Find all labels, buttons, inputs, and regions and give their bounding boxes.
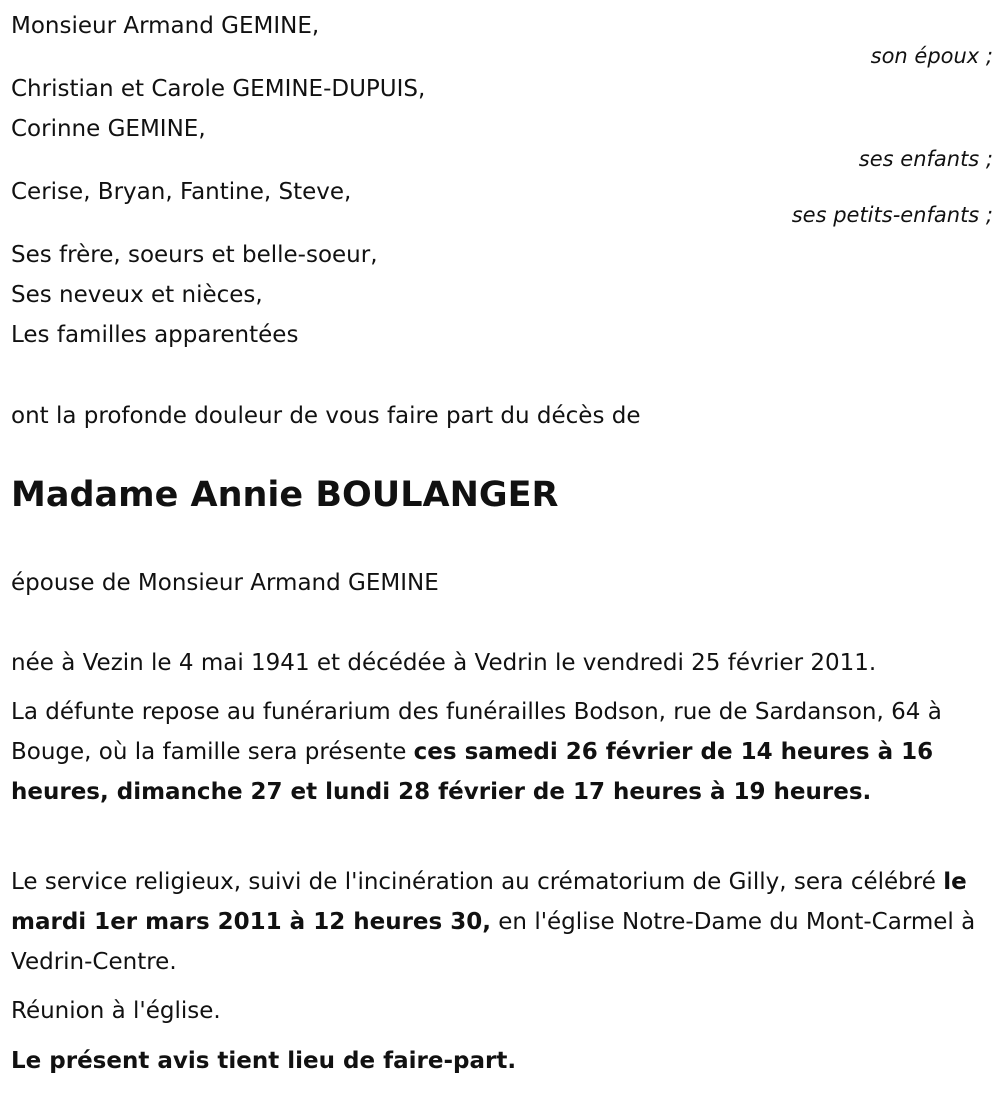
visitation-text: La défunte repose au funérarium des funérailles Bodson, rue de Sardanson, 64 à Bouge, où la famille sera présente	[11, 699, 942, 765]
relatives-line: Ses neveux et nièces,	[11, 282, 263, 308]
visitation-paragraph	[11, 692, 986, 812]
service-text: Le service religieux, suivi de l'incinération au crématorium de Gilly, sera célébré	[11, 869, 936, 895]
relatives-block	[11, 235, 991, 355]
grandchildren-role: ses petits-enfants ;	[791, 203, 993, 227]
spouse-name: Monsieur Armand GEMINE,	[11, 13, 320, 39]
child-line: Christian et Carole GEMINE-DUPUIS,	[11, 76, 426, 102]
relatives-line: Les familles apparentées	[11, 322, 299, 348]
visitation-times: ces samedi 26 février de 14 heures à 16 heures, dimanche 27 et lundi 28 février de 17 heures à 19 heures.	[11, 739, 934, 805]
child-line: Corinne GEMINE,	[11, 116, 206, 142]
relatives-line: Ses frère, soeurs et belle-soeur,	[11, 242, 378, 268]
children-role: ses enfants ;	[858, 147, 993, 171]
meeting-line: Réunion à l'église.	[11, 998, 221, 1024]
service-datetime: le mardi 1er mars 2011 à 12 heures 30,	[11, 869, 967, 935]
birth-death-line: née à Vezin le 4 mai 1941 et décédée à Vedrin le vendredi 25 février 2011.	[11, 650, 877, 676]
grandchildren-names: Cerise, Bryan, Fantine, Steve,	[11, 179, 352, 205]
notice-line: Le présent avis tient lieu de faire-part.	[11, 1048, 517, 1074]
grandchildren-block	[11, 172, 991, 227]
spouse-block	[11, 6, 991, 68]
deceased-name: Madame Annie BOULANGER	[11, 475, 559, 515]
service-paragraph	[11, 862, 996, 982]
spouse-role: son époux ;	[870, 44, 993, 68]
spouse-of-line: épouse de Monsieur Armand GEMINE	[11, 570, 439, 596]
children-block	[11, 69, 991, 171]
service-location: en l'église Notre-Dame du Mont-Carmel à Vedrin-Centre.	[11, 909, 976, 975]
announcement-text: ont la profonde douleur de vous faire part du décès de	[11, 403, 641, 429]
